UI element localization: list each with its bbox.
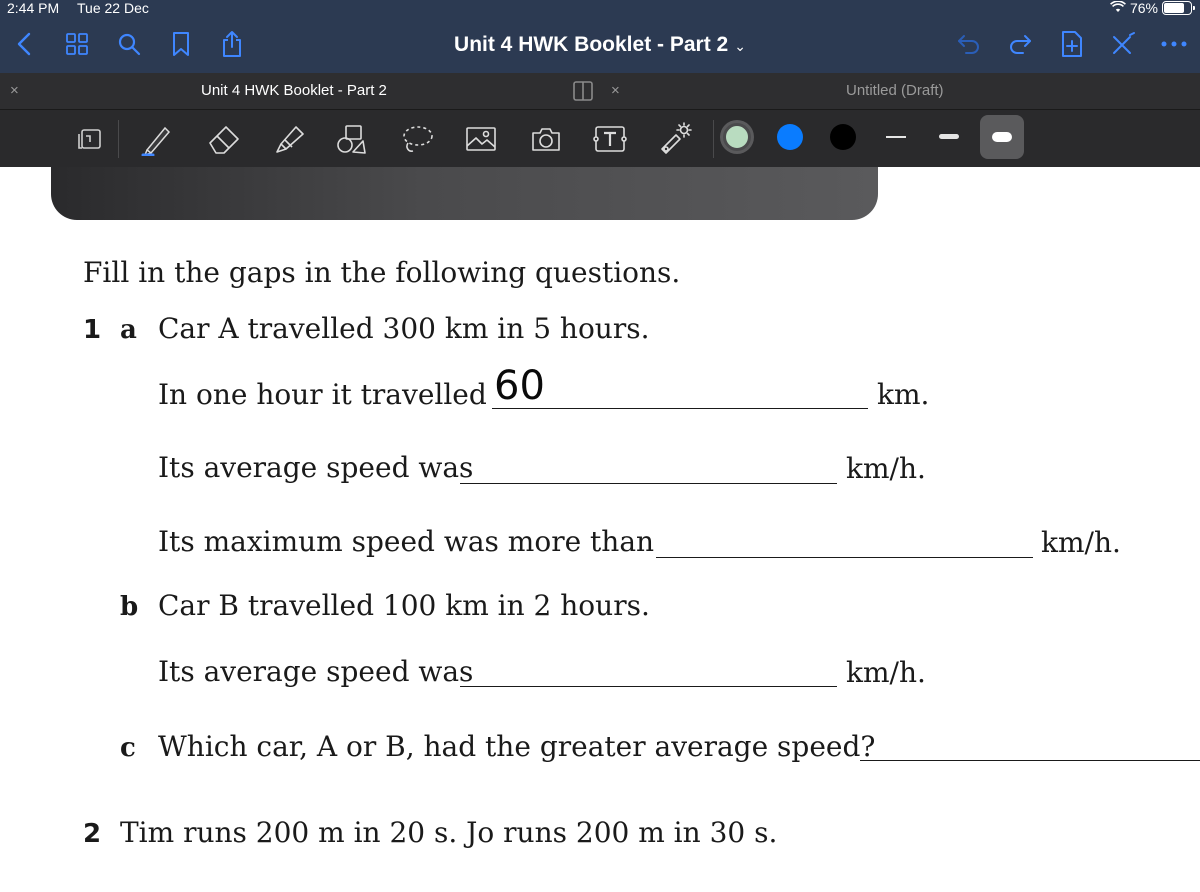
close-pen-icon[interactable] bbox=[1109, 30, 1137, 58]
more-icon[interactable] bbox=[1160, 30, 1188, 58]
tab-untitled-draft[interactable]: Untitled (Draft) bbox=[846, 82, 944, 99]
battery-icon bbox=[1162, 1, 1192, 15]
stroke-thin-option[interactable] bbox=[886, 136, 906, 138]
question-1a-line1: In one hour it travelled bbox=[158, 378, 487, 411]
tab-bar bbox=[0, 73, 1200, 110]
chevron-down-icon: ⌄ bbox=[734, 38, 746, 54]
lasso-page-icon[interactable] bbox=[70, 120, 108, 158]
status-time: 2:44 PM bbox=[7, 0, 60, 16]
tab2-close-icon[interactable]: × bbox=[611, 82, 620, 99]
document-page[interactable] bbox=[0, 220, 1200, 892]
document-title-text: Unit 4 HWK Booklet - Part 2 bbox=[454, 33, 729, 56]
pen-icon[interactable] bbox=[137, 120, 175, 158]
color-swatch-black[interactable] bbox=[830, 124, 856, 150]
highlighter-icon[interactable] bbox=[270, 120, 308, 158]
question-1b-letter: b bbox=[120, 592, 139, 622]
stroke-thick-option[interactable] bbox=[980, 115, 1024, 159]
unit-label: km/h. bbox=[846, 452, 926, 485]
tab1-close-icon[interactable]: × bbox=[10, 82, 19, 99]
add-page-icon[interactable] bbox=[1058, 30, 1086, 58]
undo-icon[interactable] bbox=[955, 30, 983, 58]
question-1b-text: Car B travelled 100 km in 2 hours. bbox=[158, 589, 650, 622]
question-2-text: Tim runs 200 m in 20 s. Jo runs 200 m in 30 s. bbox=[120, 816, 778, 849]
split-view-icon[interactable] bbox=[573, 81, 593, 106]
tab-unit4-booklet[interactable]: Unit 4 HWK Booklet - Part 2 bbox=[201, 82, 387, 99]
nav-bar bbox=[0, 16, 1200, 73]
question-1a-text: Car A travelled 300 km in 5 hours. bbox=[158, 312, 650, 345]
lasso-icon[interactable] bbox=[398, 120, 436, 158]
battery-percent: 76% bbox=[1129, 0, 1158, 16]
page-header-banner bbox=[51, 167, 878, 220]
answer-blank[interactable] bbox=[656, 556, 1033, 558]
shapes-icon[interactable] bbox=[333, 120, 371, 158]
eraser-icon[interactable] bbox=[205, 120, 243, 158]
unit-label: km/h. bbox=[1041, 526, 1121, 559]
question-1a-letter: a bbox=[120, 315, 137, 345]
laser-pointer-icon[interactable] bbox=[656, 120, 694, 158]
status-right bbox=[1110, 0, 1192, 16]
unit-label: km. bbox=[877, 378, 930, 411]
answer-blank[interactable] bbox=[860, 759, 1200, 761]
color-swatch-blue[interactable] bbox=[777, 124, 803, 150]
question-1a-line3: Its maximum speed was more than bbox=[158, 525, 655, 558]
question-2-number: 2 bbox=[83, 819, 102, 849]
question-1b-line1: Its average speed was bbox=[158, 655, 474, 688]
redo-icon[interactable] bbox=[1006, 30, 1034, 58]
handwritten-answer: 60 bbox=[494, 363, 545, 409]
battery-fill bbox=[1164, 3, 1184, 13]
toolbar-divider bbox=[118, 120, 119, 158]
question-1-number: 1 bbox=[83, 315, 102, 345]
status-date: Tue 22 Dec bbox=[77, 0, 149, 16]
question-1a-line2: Its average speed was bbox=[158, 451, 474, 484]
camera-icon[interactable] bbox=[527, 120, 565, 158]
unit-label: km/h. bbox=[846, 656, 926, 689]
toolbar-divider bbox=[713, 120, 714, 158]
instruction-text: Fill in the gaps in the following questions. bbox=[83, 256, 681, 289]
color-swatch-green[interactable] bbox=[723, 123, 751, 151]
question-1c-letter: c bbox=[120, 733, 136, 763]
status-bar bbox=[0, 0, 1200, 16]
stroke-thick-preview bbox=[992, 132, 1012, 142]
image-icon[interactable] bbox=[462, 120, 500, 158]
text-icon[interactable] bbox=[591, 120, 629, 158]
wifi-icon bbox=[1110, 0, 1126, 16]
answer-blank[interactable] bbox=[460, 685, 837, 687]
answer-blank[interactable] bbox=[492, 407, 868, 409]
stroke-medium-option[interactable] bbox=[939, 134, 959, 139]
answer-blank[interactable] bbox=[460, 482, 837, 484]
question-1c-text: Which car, A or B, had the greater average speed? bbox=[158, 730, 876, 763]
